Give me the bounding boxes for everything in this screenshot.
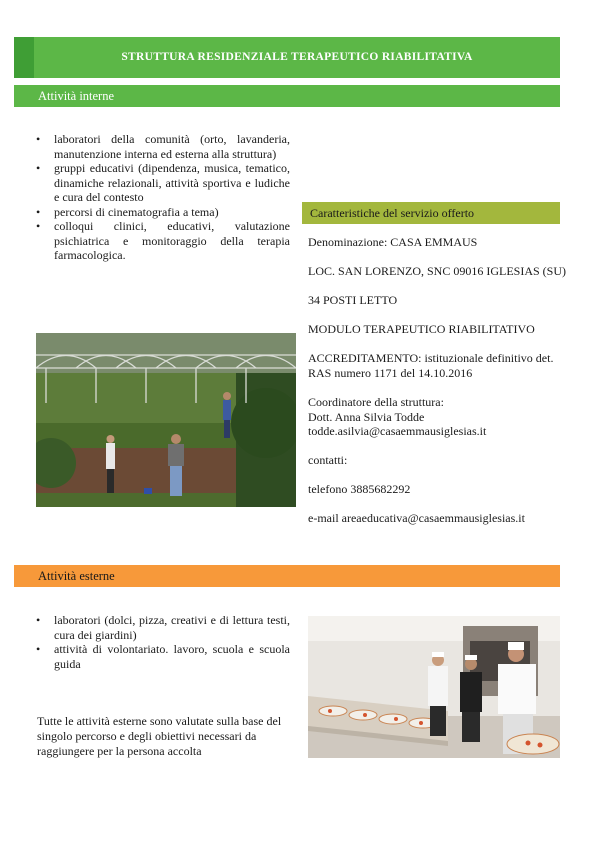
address: LOC. SAN LORENZO, SNC 09016 IGLESIAS (SU) bbox=[308, 264, 567, 278]
title-banner bbox=[14, 37, 560, 78]
bullet-icon: • bbox=[36, 204, 41, 219]
bullet-icon: • bbox=[36, 132, 41, 146]
bullet-icon: • bbox=[36, 642, 41, 656]
page-title: STRUTTURA RESIDENZIALE TERAPEUTICO RIABILITATIVA bbox=[121, 51, 473, 63]
external-activities-note: Tutte le attività esterne sono valutate sulla base del singolo percorso e degli obiettivi necessari da raggiungere per la persona accolta bbox=[37, 714, 282, 758]
coordinator-label: Coordinatore della struttura: bbox=[308, 395, 444, 409]
greenhouse-illustration bbox=[36, 333, 296, 507]
external-activities-list bbox=[34, 613, 290, 671]
bullet-icon: • bbox=[36, 219, 41, 233]
contacts-label: contatti: bbox=[308, 453, 348, 467]
email: e-mail areaeducativa@casaemmausiglesias.it bbox=[308, 511, 525, 525]
list-item bbox=[34, 613, 290, 642]
internal-activities-heading: Attività interne bbox=[14, 85, 560, 107]
pizza-lab-illustration bbox=[308, 616, 560, 758]
greenhouse-photo bbox=[36, 333, 296, 507]
accreditation-line-1: ACCREDITAMENTO: istituzionale definitivo det. bbox=[308, 351, 554, 365]
beds: 34 POSTI LETTO bbox=[308, 293, 398, 307]
list-item bbox=[34, 205, 290, 220]
list-item-text: percorsi di cinematografia a tema) bbox=[54, 204, 219, 219]
external-activities-heading: Attività esterne bbox=[14, 565, 560, 587]
list-item bbox=[34, 161, 290, 205]
list-item-text: colloqui clinici, educativi, valutazione psichiatrica e monitoraggio della terapia farmacologica. bbox=[54, 219, 290, 262]
list-item bbox=[34, 132, 290, 161]
coordinator-name: Dott. Anna Silvia Todde bbox=[308, 409, 425, 424]
coordinator bbox=[308, 395, 568, 439]
list-item-text: gruppi educativi (dipendenza, musica, tematico, dinamiche relazionali, attività sportiva e ludiche e cura del contesto bbox=[54, 161, 290, 204]
list-item-text: laboratori (dolci, pizza, creativi e di lettura testi, cura dei giardini) bbox=[54, 613, 290, 642]
bullet-icon: • bbox=[36, 613, 41, 627]
accreditation bbox=[308, 351, 568, 380]
features-heading: Caratteristiche del servizio offerto bbox=[302, 202, 560, 224]
list-item-text: laboratori della comunità (orto, lavanderia, manutenzione interna ed esterna alla struttura) bbox=[54, 132, 290, 161]
denomination: Denominazione: CASA EMMAUS bbox=[308, 235, 478, 249]
list-item bbox=[34, 219, 290, 263]
coordinator-email: todde.asilvia@casaemmausiglesias.it bbox=[308, 424, 487, 438]
internal-activities-list bbox=[34, 132, 290, 263]
bullet-icon: • bbox=[36, 161, 41, 175]
phone: telefono 3885682292 bbox=[308, 482, 411, 496]
pizza-lab-photo bbox=[308, 616, 560, 758]
module: MODULO TERAPEUTICO RIABILITATIVO bbox=[308, 322, 535, 336]
list-item-text: attività di volontariato. lavoro, scuola e scuola guida bbox=[54, 642, 290, 671]
title-banner-stripe bbox=[14, 37, 34, 78]
list-item bbox=[34, 642, 290, 671]
accreditation-line-2: RAS numero 1171 del 14.10.2016 bbox=[308, 365, 473, 380]
